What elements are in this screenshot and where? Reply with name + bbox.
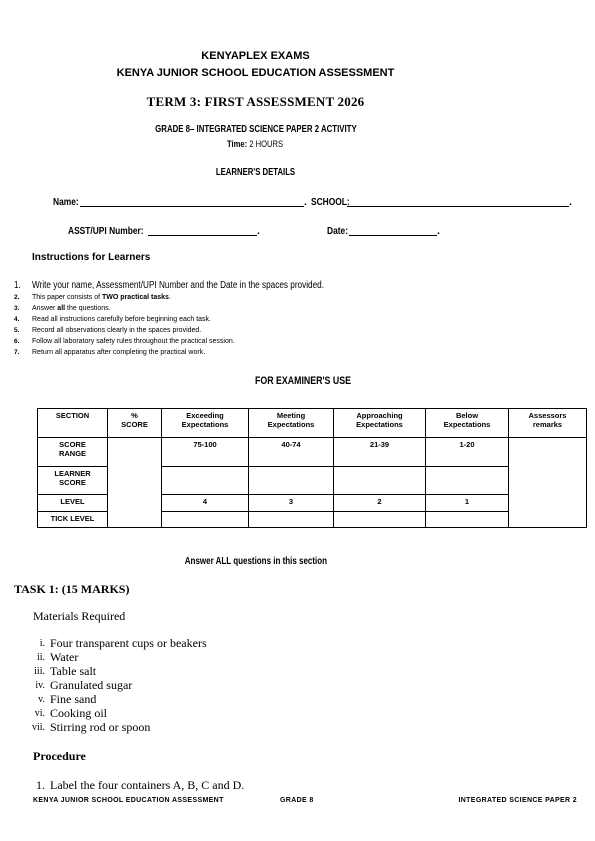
time-text [227, 139, 283, 151]
list-item [12, 664, 207, 678]
tick-level-below-cell [426, 512, 509, 528]
level-approaching: 2 [334, 495, 426, 512]
learner-score-exceeding-cell [162, 467, 249, 495]
instruction-text-part: This paper consists of [32, 294, 103, 301]
row-label-learner-score [38, 467, 108, 495]
header-percent-score [108, 409, 162, 438]
name-line-period: . [304, 196, 307, 208]
date-blank-line [349, 225, 437, 236]
level-below: 1 [426, 495, 509, 512]
step-number: 1. [36, 778, 45, 792]
instruction-item [14, 337, 235, 346]
instruction-text: Return all apparatus after completing the practical work. [32, 349, 206, 356]
score-range-below: 1-20 [426, 438, 509, 467]
instruction-text: Follow all laboratory safety rules throughout the practical session. [32, 338, 235, 345]
instruction-text-part: Answer [32, 305, 58, 312]
table-row [38, 438, 587, 467]
upi-number-label: ASST/UPI Number: [68, 225, 144, 237]
term-title: TERM 3: FIRST ASSESSMENT 2026 [146, 94, 365, 109]
learner-score-meeting-cell [249, 467, 334, 495]
list-numeral: iii. [34, 665, 45, 677]
row-label-tick-level: TICK LEVEL [38, 512, 108, 528]
list-numeral: vi. [34, 707, 45, 719]
instruction-text: Write your name, Assessment/UPI Number and the Date in the spaces provided. [32, 280, 325, 291]
instruction-number: 3. [14, 305, 20, 312]
learner-score-below-cell [426, 467, 509, 495]
instructions-heading: Instructions for Learners [32, 252, 151, 263]
paper-title-row [0, 124, 511, 136]
date-label: Date: [327, 225, 349, 237]
instruction-emphasis: TWO practical tasks [102, 294, 169, 301]
list-numeral: i. [39, 637, 45, 649]
list-item [12, 720, 207, 734]
percent-score-cell [108, 438, 162, 528]
footer-right: INTEGRATED SCIENCE PAPER 2 [458, 797, 577, 804]
section-note: Answer ALL questions in this section [184, 556, 327, 567]
table-header-row [38, 409, 587, 438]
instruction-item [14, 293, 171, 302]
header-approaching [334, 409, 426, 438]
instruction-number: 1. [14, 280, 21, 291]
school-label: SCHOOL: [311, 196, 350, 208]
upi-number-blank-line [148, 225, 257, 236]
list-item [12, 650, 207, 664]
header-meeting [249, 409, 334, 438]
header-label: Below Expectations [443, 411, 491, 429]
time-row [0, 139, 511, 151]
row-label: LEARNER SCORE [54, 469, 91, 487]
instruction-text: Record all observations clearly in the spaces provided. [32, 327, 202, 334]
instruction-text-part: the questions. [65, 305, 111, 312]
material-text: Stirring rod or spoon [50, 719, 151, 734]
header-label: Approaching Expectations [356, 411, 403, 429]
material-text: Water [50, 649, 79, 664]
header-label: % SCORE [121, 411, 148, 429]
examiner-heading-row [203, 375, 403, 387]
paper-title: GRADE 8– INTEGRATED SCIENCE PAPER 2 ACTIVITY [154, 124, 357, 135]
level-exceeding: 4 [162, 495, 249, 512]
material-text: Granulated sugar [50, 677, 133, 692]
instruction-number: 5. [14, 327, 20, 334]
instruction-item [14, 348, 205, 357]
tick-level-meeting-cell [249, 512, 334, 528]
material-text: Fine sand [50, 691, 97, 706]
school-blank-line [347, 196, 569, 207]
instruction-item [14, 315, 211, 324]
procedure-heading: Procedure [33, 749, 86, 763]
instruction-text [32, 304, 111, 313]
material-text: Table salt [50, 663, 97, 678]
instruction-number: 6. [14, 338, 20, 345]
step-text: Label the four containers A, B, C and D. [50, 778, 245, 792]
header-label: Exceeding Expectations [181, 411, 229, 429]
list-item [12, 706, 207, 720]
tick-level-approaching-cell [334, 512, 426, 528]
school-line-period: . [569, 196, 572, 208]
materials-list [12, 636, 207, 734]
header-exceeding [162, 409, 249, 438]
header-label: SECTION [55, 411, 90, 420]
examiner-table [37, 408, 587, 528]
score-range-approaching: 21-39 [334, 438, 426, 467]
header-label: Meeting Expectations [267, 411, 315, 429]
learner-details-heading: LEARNER'S DETAILS [215, 167, 296, 178]
material-text: Cooking oil [50, 705, 108, 720]
score-range-exceeding: 75-100 [162, 438, 249, 467]
row-label: SCORE RANGE [58, 440, 87, 458]
procedure-step [36, 778, 244, 792]
instruction-item [14, 280, 388, 292]
list-numeral: v. [38, 693, 45, 705]
instruction-item [14, 304, 111, 313]
name-blank-line [80, 196, 304, 207]
list-numeral: ii. [36, 651, 45, 663]
task-title: TASK 1: (15 MARKS) [14, 582, 130, 596]
time-label: Time: [227, 139, 248, 150]
date-line-period: . [437, 225, 440, 237]
learner-details-heading-row [0, 167, 511, 179]
section-note-row [0, 556, 511, 568]
list-item [12, 678, 207, 692]
instruction-number: 2. [14, 294, 20, 301]
list-item [12, 692, 207, 706]
time-value: 2 HOURS [249, 139, 284, 150]
examiner-heading: FOR EXAMINER'S USE [255, 375, 351, 387]
instruction-emphasis: all [57, 305, 66, 312]
score-range-meeting: 40-74 [249, 438, 334, 467]
list-numeral: vii. [31, 721, 45, 733]
footer-left: KENYA JUNIOR SCHOOL EDUCATION ASSESSMENT [33, 797, 224, 804]
instruction-text: Read all instructions carefully before beginning each task. [32, 316, 211, 323]
instruction-text-part: . [168, 294, 171, 301]
learner-score-approaching-cell [334, 467, 426, 495]
header-section [38, 409, 108, 438]
header-below [426, 409, 509, 438]
footer-center: GRADE 8 [280, 797, 314, 804]
header-assessors-remarks [509, 409, 587, 438]
assessors-remarks-cell [509, 438, 587, 528]
list-item [12, 636, 207, 650]
level-meeting: 3 [249, 495, 334, 512]
row-label-level: LEVEL [38, 495, 108, 512]
list-numeral: iv. [35, 679, 45, 691]
header-label: Assessors remarks [528, 411, 567, 429]
instruction-item [14, 326, 201, 335]
tick-level-exceeding-cell [162, 512, 249, 528]
upi-line-period: . [257, 225, 260, 237]
instruction-text [32, 293, 171, 302]
organization-title: KENYAPLEX EXAMS [201, 50, 310, 62]
materials-heading: Materials Required [33, 609, 126, 623]
assessment-title: KENYA JUNIOR SCHOOL EDUCATION ASSESSMENT [116, 67, 395, 79]
material-text: Four transparent cups or beakers [50, 635, 207, 650]
instruction-number: 4. [14, 316, 20, 323]
row-label-score-range [38, 438, 108, 467]
name-label: Name: [53, 196, 79, 208]
instruction-number: 7. [14, 349, 20, 356]
